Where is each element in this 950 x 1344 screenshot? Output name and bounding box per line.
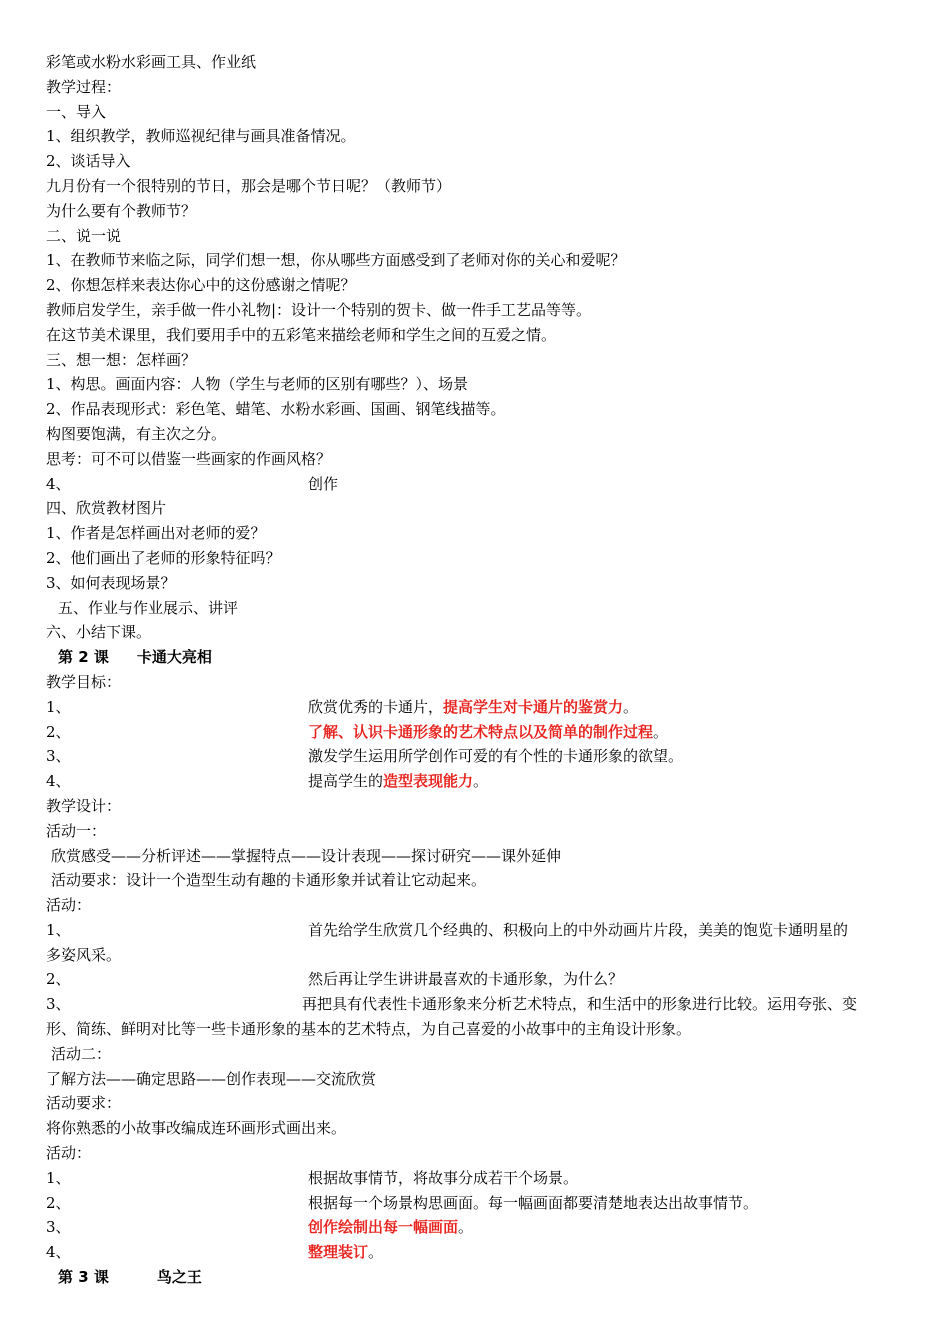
section-homework: 五、作业与作业展示、讲评 xyxy=(58,598,239,617)
item-number: 4、 xyxy=(46,1243,71,1262)
emphasis-text: 了解、认识卡通形象的艺术特点以及简单的制作过程 xyxy=(308,722,654,741)
activity-flow: 欣赏感受——分析评述——掌握特点——设计表现——探讨研究——课外延伸 xyxy=(51,846,562,865)
heading-process: 教学过程： xyxy=(46,77,122,96)
activity-flow: 了解方法——确定思路——创作表现——交流欣赏 xyxy=(46,1069,377,1088)
activity-label: 活动： xyxy=(46,896,92,915)
step-line: 2、谈话导入 xyxy=(46,152,131,171)
paragraph-line: 在这节美术课里，我们要用手中的五彩笔来描绘老师和学生之间的互爱之情。 xyxy=(46,325,557,344)
goal-item xyxy=(46,695,908,720)
item-text: 欣赏优秀的卡通片，提高学生对卡通片的鉴赏力。 xyxy=(308,697,639,716)
activity-item xyxy=(46,967,908,992)
item-number: 3、 xyxy=(46,995,71,1014)
activity-requirement: 活动要求：设计一个造型生动有趣的卡通形象并试着让它动起来。 xyxy=(51,871,487,890)
item-text: 了解、认识卡通形象的艺术特点以及简单的制作过程。 xyxy=(308,722,669,741)
lesson-3-heading xyxy=(46,1265,908,1290)
step-line: 2、你想怎样来表达你心中的这份感谢之情呢？ xyxy=(46,276,356,295)
document-page xyxy=(46,50,908,1290)
step-line: 3、如何表现场景？ xyxy=(46,573,176,592)
heading-goals: 教学目标： xyxy=(46,672,122,691)
item-number: 1、 xyxy=(46,1168,71,1187)
activity-item xyxy=(46,1215,908,1240)
activity-item xyxy=(46,1166,908,1191)
step-line: 1、作者是怎样画出对老师的爱？ xyxy=(46,524,266,543)
item-text: 根据每一个场景构思画面。每一幅画面都要清楚地表达出故事情节。 xyxy=(308,1193,759,1212)
section-intro: 一、导入 xyxy=(46,102,107,121)
lesson-2-heading xyxy=(46,645,908,670)
heading-design: 教学设计： xyxy=(46,796,122,815)
step-line: 1、组织教学，教师巡视纪律与画具准备情况。 xyxy=(46,127,356,146)
paragraph-line: 思考：可不可以借鉴一些画家的作画风格？ xyxy=(46,449,332,468)
item-number: 4、 xyxy=(46,474,71,493)
item-text: 创作 xyxy=(308,474,339,493)
activity-requirement-label: 活动要求： xyxy=(46,1094,122,1113)
paragraph-line: 九月份有一个很特别的节日，那会是哪个节日呢？（教师节） xyxy=(46,176,452,195)
goal-item xyxy=(46,769,908,794)
lesson-number: 第 3 课 xyxy=(58,1268,109,1287)
item-text: 然后再让学生讲讲最喜欢的卡通形象，为什么？ xyxy=(308,970,624,989)
item-text: 激发学生运用所学创作可爱的有个性的卡通形象的欲望。 xyxy=(308,747,684,766)
item-number: 4、 xyxy=(46,772,71,791)
paragraph-line: 为什么要有个教师节？ xyxy=(46,201,197,220)
activity-item xyxy=(46,992,908,1017)
materials-line: 彩笔或水粉水彩画工具、作业纸 xyxy=(46,53,257,71)
activity-item-continued: 多姿风采。 xyxy=(46,945,122,964)
lesson-title: 鸟之王 xyxy=(156,1268,202,1287)
item-text: 根据故事情节，将故事分成若干个场景。 xyxy=(308,1168,579,1187)
activity-item xyxy=(46,1191,908,1216)
item-number: 1、 xyxy=(46,697,71,716)
activity-item-continued: 形、简练、鲜明对比等一些卡通形象的基本的艺术特点，为自己喜爱的小故事中的主角设计形象。 xyxy=(46,1020,692,1039)
item-number: 2、 xyxy=(46,722,71,741)
activity-item xyxy=(46,918,908,943)
item-text: 整理装订。 xyxy=(308,1243,384,1262)
section-summary: 六、小结下课。 xyxy=(46,623,152,642)
lesson-number: 第 2 课 xyxy=(58,648,109,667)
item-number: 1、 xyxy=(46,920,71,939)
emphasis-text: 提高学生对卡通片的鉴赏力 xyxy=(443,697,624,716)
goal-item xyxy=(46,720,908,745)
step-line: 2、他们画出了老师的形象特征吗？ xyxy=(46,548,281,567)
item-number: 2、 xyxy=(46,1193,71,1212)
goal-item xyxy=(46,744,908,769)
paragraph-line: 教师启发学生，亲手做一件小礼物|：设计一个特别的贺卡、做一件手工艺品等等。 xyxy=(46,300,592,319)
emphasis-text: 创作绘制出每一幅画面 xyxy=(308,1218,459,1237)
item-text: 创作绘制出每一幅画面。 xyxy=(308,1218,474,1237)
lesson-title: 卡通大亮相 xyxy=(136,648,212,667)
numbered-item xyxy=(46,472,908,497)
step-line: 1、在教师节来临之际，同学们想一想，你从哪些方面感受到了老师对你的关心和爱呢？ xyxy=(46,251,626,270)
item-number: 3、 xyxy=(46,1218,71,1237)
paragraph-line: 构图要饱满，有主次之分。 xyxy=(46,424,227,443)
section-think: 三、想一想：怎样画？ xyxy=(46,350,197,369)
activity-label: 活动： xyxy=(46,1144,92,1163)
activity-requirement: 将你熟悉的小故事改编成连环画形式画出来。 xyxy=(46,1119,347,1138)
item-number: 2、 xyxy=(46,970,71,989)
step-line: 1、构思。画面内容：人物（学生与老师的区别有哪些？）、场景 xyxy=(46,375,469,394)
activity-item xyxy=(46,1240,908,1265)
emphasis-text: 整理装订 xyxy=(308,1243,369,1262)
activity-heading: 活动一： xyxy=(46,821,107,840)
item-text: 首先给学生欣赏几个经典的、积极向上的中外动画片片段，美美的饱览卡通明星的 xyxy=(308,920,849,939)
item-number: 3、 xyxy=(46,747,71,766)
item-text: 再把具有代表性卡通形象来分析艺术特点，和生活中的形象进行比较。运用夸张、变 xyxy=(302,995,858,1014)
item-text: 提高学生的造型表现能力。 xyxy=(308,772,489,791)
step-line: 2、作品表现形式：彩色笔、蜡笔、水粉水彩画、国画、钢笔线描等。 xyxy=(46,400,506,419)
section-appreciate: 四、欣赏教材图片 xyxy=(46,499,167,518)
emphasis-text: 造型表现能力 xyxy=(383,772,474,791)
activity-heading: 活动二： xyxy=(51,1044,112,1063)
section-talk: 二、说一说 xyxy=(46,226,122,245)
